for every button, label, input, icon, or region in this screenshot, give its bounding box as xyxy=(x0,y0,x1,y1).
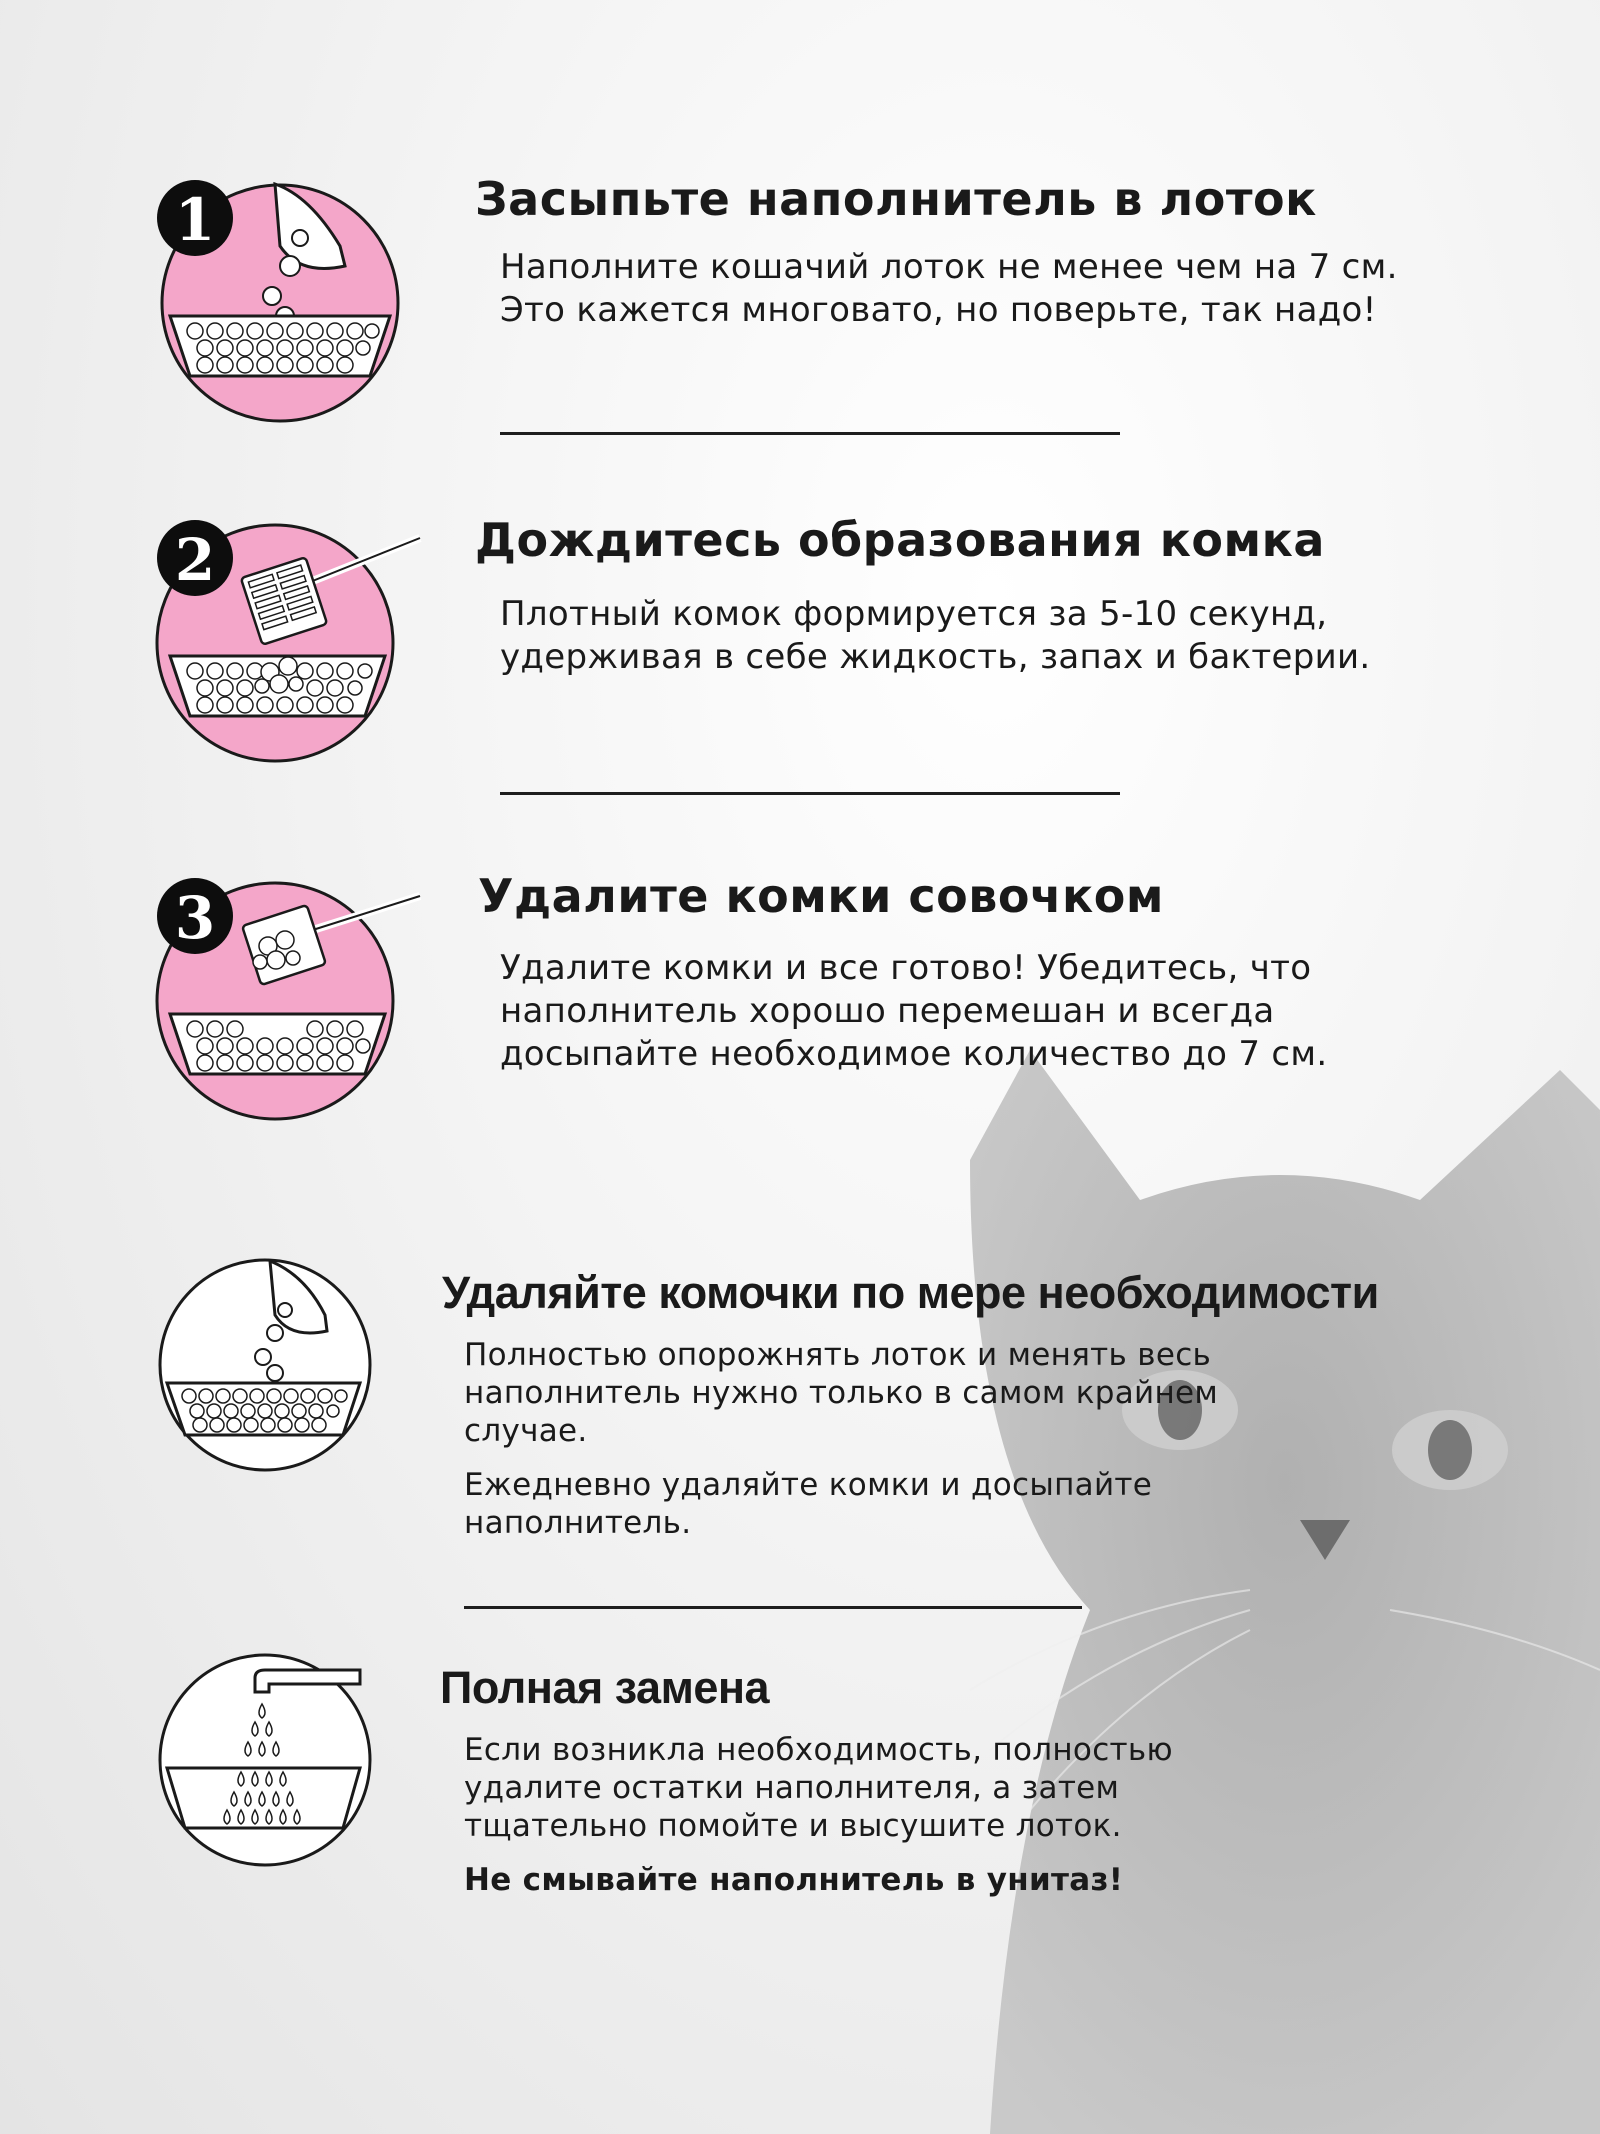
step-title: Удалите комки совочком xyxy=(478,869,1164,923)
step-number: 3 xyxy=(174,884,216,952)
step-description: Наполните кошачий лоток не менее чем на 7 см. Это кажется многовато, но поверьте, так надо! xyxy=(500,247,1398,330)
step-description: Плотный комок формируется за 5-10 секунд, удерживая в себе жидкость, запах и бактерии. xyxy=(500,594,1371,677)
remove-clump-icon xyxy=(150,874,440,1124)
tip-description: Если возникла необходимость, полностью удалите остатки наполнителя, а затем тщательно помойте и высушите лоток. Не смывайте наполнитель в унитаз! xyxy=(464,1732,1173,1898)
cat-background-image xyxy=(950,1050,1600,2134)
divider xyxy=(464,1606,1082,1609)
tip-title: Полная замена xyxy=(440,1662,770,1713)
tip-title: Удаляйте комочки по мере необходимости xyxy=(442,1267,1379,1318)
step-number: 1 xyxy=(174,186,216,254)
step-description: Удалите комки и все готово! Убедитесь, что наполнитель хорошо перемешан и всегда досыпайте необходимое количество до 7 см. xyxy=(500,948,1328,1074)
tip-description: Полностью опорожнять лоток и менять весь наполнитель нужно только в самом крайнем случае. Ежедневно удаляйте комки и досыпайте наполнитель. xyxy=(464,1337,1219,1541)
scoop-clump-icon xyxy=(150,516,440,766)
add-litter-icon xyxy=(155,1255,375,1475)
step-title: Дождитесь образования комка xyxy=(475,513,1325,567)
step-number: 2 xyxy=(174,526,216,594)
divider xyxy=(500,792,1120,795)
wash-tray-icon xyxy=(155,1650,375,1870)
pour-litter-icon xyxy=(150,176,410,426)
divider xyxy=(500,432,1120,435)
step-title: Засыпьте наполнитель в лоток xyxy=(475,172,1317,226)
